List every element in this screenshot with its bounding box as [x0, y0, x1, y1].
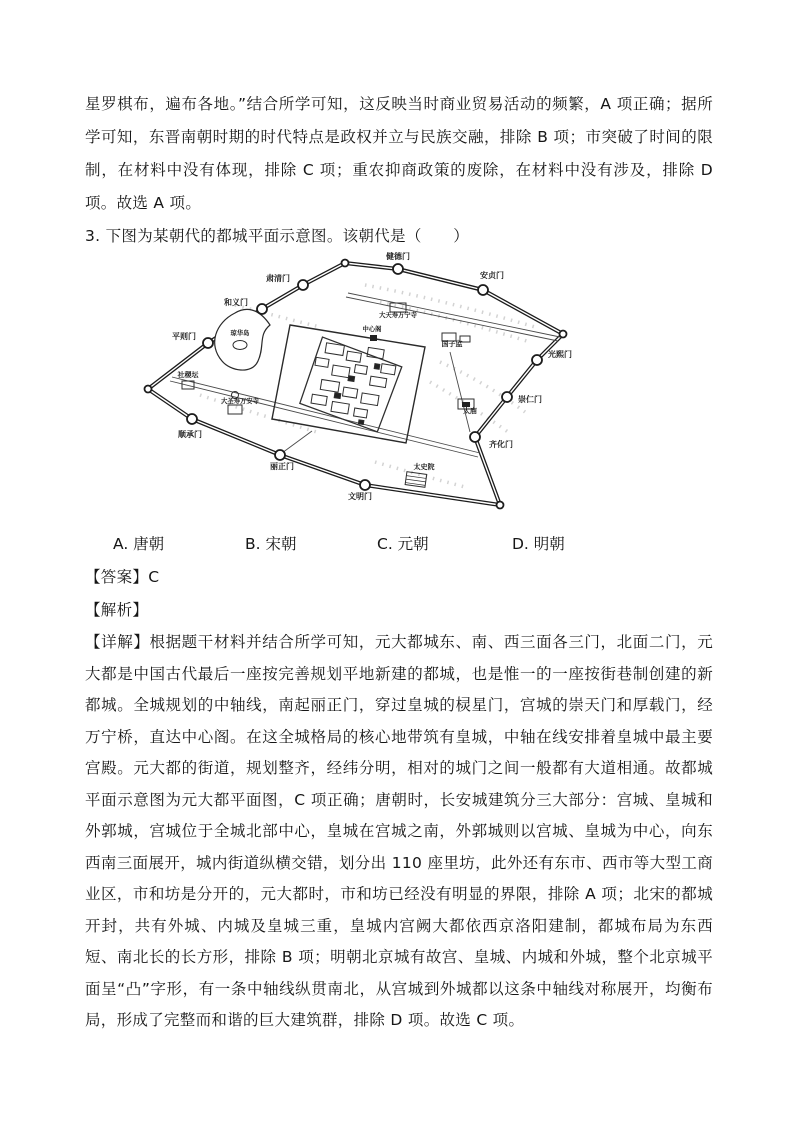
capital-city-map	[140, 247, 610, 517]
map-label-qionghuadao: 琼华岛	[230, 330, 250, 337]
gate-bump	[275, 450, 285, 460]
detail-label: 【详解】	[85, 633, 150, 651]
gate-bump	[187, 414, 197, 424]
answer-label: 【答案】	[85, 568, 149, 586]
answer-line	[85, 561, 713, 594]
detail-text: 根据题干材料并结合所学可知，元大都城东、南、西三面各三门，北面二门，元大都是中国古代最后一座按完善规划平地新建的都城，也是惟一的一座按街巷制创建的新都城。全城规划的中轴线，南起丽正门，穿过皇城的棂星门，宫城的崇天门和厚载门，经万宁桥，直达中心阁。在这全城格局的核心地带筑有皇城，中轴在线安排着皇城中最主要宫殿。元大都的街道，规划整齐，经纬分明，相对的城门之间一般都有大道相通。故都城平面示意图为元大都平面图，C 项正确；唐朝时，长安城建筑分三大部分：宫城、皇城和外郭城，宫城位于全城北部中心，皇城在宫城之南，外郭城则以宫城、皇城为中心，向东西南三面展开，城内街道纵横交错，划分出 110 座里坊，此外还有东市、西市等大型工商业区，市和坊是分开的，元大都时，市和坊已经没有明显的界限，排除 A 项；北宋的都城开封，共有外城、内城及皇城三重，皇城内宫阙大都依西京洛阳建制，都城布局为东西短、南北长的长方形，排除 B 项；明朝北京城有故宫、皇城、内城和外城，整个北京城平面呈“凸”字形，有一条中轴线纵贯南北，从宫城到外城都以这条中轴线对称展开，均衡布局，形成了完整而和谐的巨大建筑群，排除 D 项。故选 C 项。	[85, 633, 713, 1029]
map-label-taimiao: 太庙	[463, 407, 477, 415]
corner-tower	[342, 260, 349, 267]
map-label-wenmingmen: 文明门	[348, 492, 372, 501]
gate-bump	[393, 264, 403, 274]
option-c: C. 元朝	[377, 535, 429, 553]
taishiyuan-building	[405, 472, 427, 488]
corner-tower	[145, 386, 152, 393]
map-label-zhongxinge: 中心阁	[362, 326, 382, 333]
map-label-anzhenmen: 安贞门	[480, 271, 504, 280]
map-label-suqingmen-icon-text: 肃清门	[266, 274, 290, 283]
palace-city-cluster	[297, 335, 404, 434]
map-label-pingzemen: 平则门	[172, 332, 196, 341]
map-label-datianshouwanningsi: 大天寿万宁寺	[379, 312, 417, 319]
city-map-figure	[140, 247, 713, 519]
map-label-qihuamen: 齐化门	[489, 440, 513, 449]
content-column	[85, 88, 713, 1037]
question-stem: 下图为某朝代的都城平面示意图。该朝代是（ ）	[105, 227, 470, 245]
analysis-line	[85, 594, 713, 627]
map-label-lizhengmen: 丽正门	[270, 462, 294, 471]
lake-taiyechi	[215, 309, 270, 370]
map-label-chongrenmen: 崇仁门	[518, 395, 542, 404]
gate-bump	[478, 285, 488, 295]
map-label-heyimen: 和义门	[224, 298, 248, 307]
gate-bumps	[145, 260, 567, 509]
map-label-taishiyuan: 太史院	[413, 463, 435, 471]
gate-bump	[298, 280, 308, 290]
option-b: B. 宋朝	[245, 535, 297, 553]
map-label-dashengshouwanansi: 大圣寿万安寺	[221, 398, 259, 405]
map-label-shunchengmen: 顺承门	[178, 430, 202, 439]
options-row	[85, 527, 713, 561]
corner-tower	[497, 502, 504, 509]
gate-bump	[532, 355, 542, 365]
map-label-jiandemen: 健德门	[386, 252, 410, 261]
continued-answer-paragraph: 星罗棋布，遍布各地。”结合所学可知，这反映当时商业贸易活动的频繁，A 项正确；据所学可知，东晋南朝时期的时代特点是政权并立与民族交融，排除 B 项；市突破了时间的限制，在材料中没有体现，排除 C 项；重农抑商政策的废除，在材料中没有涉及，排除 D 项。故选 A 项。	[85, 95, 713, 212]
gate-bump	[470, 432, 480, 442]
map-label-shejitan: 社稷坛	[177, 371, 199, 379]
question-number: 3.	[85, 227, 106, 245]
gate-bump	[203, 338, 213, 348]
corner-tower	[560, 331, 567, 338]
analysis-label: 【解析】	[85, 601, 149, 619]
gate-bump	[257, 304, 267, 314]
answer-value: C	[148, 568, 160, 586]
option-a: A. 唐朝	[113, 535, 165, 553]
map-label-guozijian: 国子监	[441, 340, 463, 348]
map-label-guangximen: 光熙门	[548, 350, 572, 359]
detail-paragraph	[85, 627, 713, 1037]
gate-bump	[502, 392, 512, 402]
option-d: D. 明朝	[512, 535, 565, 553]
gate-bump	[360, 480, 370, 490]
